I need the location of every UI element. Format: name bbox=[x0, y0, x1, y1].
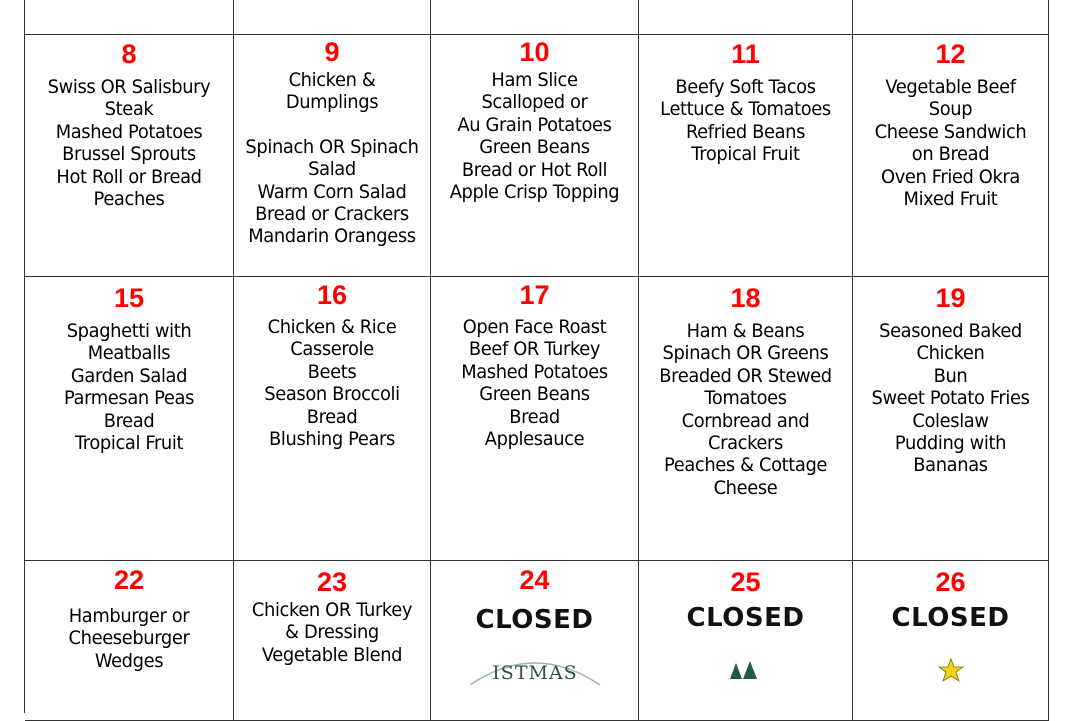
menu-item: Parmesan Peas bbox=[63, 387, 195, 410]
menu-item: Mashed Potatoes bbox=[55, 120, 203, 143]
prev-week-cell bbox=[25, 0, 234, 35]
menu-item: Bread or Crackers bbox=[255, 203, 409, 226]
day-cell bbox=[25, 561, 234, 721]
menu-items bbox=[437, 69, 632, 203]
menu-items bbox=[645, 76, 845, 166]
menu-item: Beets bbox=[307, 360, 357, 383]
menu-item: Pudding with bbox=[894, 432, 1007, 455]
closed-label: CLOSED bbox=[891, 603, 1010, 633]
menu-items bbox=[240, 316, 424, 450]
menu-item: Breaded OR Stewed bbox=[659, 364, 832, 387]
menu-item: Hot Roll or Bread bbox=[56, 165, 202, 188]
menu-item: Warm Corn Salad bbox=[257, 180, 407, 203]
menu-item: Ham Slice bbox=[491, 69, 578, 91]
christmas-banner-image bbox=[431, 645, 638, 690]
day-number: 23 bbox=[316, 567, 348, 597]
menu-item: Mixed Fruit bbox=[903, 188, 998, 211]
day-cell bbox=[639, 277, 853, 561]
menu-item: Lettuce & Tomatoes bbox=[660, 98, 831, 121]
menu-item: Bun bbox=[933, 364, 968, 387]
day-number: 8 bbox=[121, 39, 137, 69]
menu-item: Ham & Beans bbox=[686, 320, 805, 342]
menu-item: Bread or Hot Roll bbox=[461, 158, 608, 181]
menu-item: Sweet Potato Fries bbox=[871, 387, 1030, 410]
menu-item: Meatballs bbox=[87, 342, 171, 365]
menu-item: Soup bbox=[928, 98, 973, 121]
prev-week-cell bbox=[431, 0, 639, 35]
menu-item: Open Face Roast bbox=[462, 316, 607, 338]
day-cell bbox=[234, 561, 431, 721]
day-number: 17 bbox=[519, 280, 550, 310]
menu-items bbox=[31, 320, 227, 454]
menu-item: Bread bbox=[103, 409, 155, 432]
prev-week-cell bbox=[853, 0, 1049, 35]
menu-item: Casserole bbox=[290, 338, 374, 361]
day-cell bbox=[234, 277, 431, 561]
day-number: 26 bbox=[935, 567, 966, 597]
menu-item: Hamburger or bbox=[68, 605, 190, 627]
menu-items bbox=[31, 76, 227, 210]
day-number: 15 bbox=[113, 283, 145, 313]
menu-item: Peaches & Cottage bbox=[663, 454, 828, 477]
menu-item: Vegetable Blend bbox=[261, 643, 403, 666]
menu-item: Tomatoes bbox=[704, 387, 787, 410]
menu-item: Chicken OR Turkey bbox=[251, 599, 413, 621]
day-cell bbox=[431, 35, 639, 277]
menu-item: Crackers bbox=[708, 432, 783, 455]
menu-item: Mandarin Orangess bbox=[248, 225, 416, 248]
day-number: 19 bbox=[935, 283, 966, 313]
day-cell bbox=[431, 561, 639, 721]
day-cell bbox=[25, 35, 234, 277]
day-number: 18 bbox=[730, 283, 761, 313]
day-number: 25 bbox=[730, 567, 761, 597]
pine-trees-icon bbox=[639, 661, 852, 686]
menu-item: Spaghetti with bbox=[66, 320, 192, 342]
menu-item: Steak bbox=[104, 98, 154, 121]
prev-week-cell bbox=[234, 0, 431, 35]
day-cell bbox=[25, 277, 234, 561]
menu-items bbox=[859, 320, 1042, 477]
menu-items bbox=[645, 320, 845, 499]
day-cell bbox=[853, 561, 1049, 721]
menu-item: Swiss OR Salisbury bbox=[47, 76, 211, 98]
day-number: 9 bbox=[324, 37, 340, 67]
menu-item: Bananas bbox=[913, 454, 988, 477]
day-cell bbox=[853, 35, 1049, 277]
day-number: 10 bbox=[519, 37, 550, 67]
menu-items bbox=[31, 605, 227, 672]
menu-item: Cheese bbox=[713, 476, 778, 499]
menu-calendar-grid bbox=[24, 0, 1049, 713]
menu-item: Cheeseburger bbox=[68, 627, 190, 650]
menu-item: Peaches bbox=[93, 188, 165, 211]
prev-week-cell bbox=[639, 0, 853, 35]
menu-item: Chicken bbox=[916, 342, 985, 365]
menu-item: Green Beans bbox=[479, 383, 590, 406]
day-number: 11 bbox=[731, 39, 760, 69]
menu-item: on Bread bbox=[911, 143, 990, 166]
menu-item: Refried Beans bbox=[685, 120, 806, 143]
banner-text: ISTMAS bbox=[491, 662, 578, 684]
day-cell bbox=[234, 35, 431, 277]
closed-label: CLOSED bbox=[686, 603, 805, 633]
menu-item: Chicken & Rice bbox=[267, 316, 397, 338]
day-cell bbox=[639, 561, 853, 721]
menu-item: Beefy Soft Tacos bbox=[675, 76, 816, 98]
menu-item: Blushing Pears bbox=[269, 428, 395, 451]
menu-item: Beef OR Turkey bbox=[468, 338, 601, 361]
menu-item: Applesauce bbox=[484, 428, 585, 451]
star-icon bbox=[853, 658, 1048, 687]
menu-item: Wedges bbox=[94, 649, 164, 672]
menu-item: Spinach OR Spinach bbox=[245, 135, 419, 158]
menu-item: Apple Crisp Topping bbox=[449, 181, 620, 204]
menu-item: Garden Salad bbox=[70, 364, 188, 387]
menu-item: Au Grain Potatoes bbox=[457, 113, 612, 136]
day-number: 12 bbox=[935, 39, 966, 69]
day-number: 22 bbox=[113, 565, 145, 595]
closed-label: CLOSED bbox=[475, 605, 594, 635]
menu-item: Spinach OR Greens bbox=[662, 342, 829, 365]
menu-spacer bbox=[240, 114, 424, 136]
menu-items bbox=[437, 316, 632, 450]
menu-item: Seasoned Baked bbox=[879, 320, 1022, 342]
menu-item: Salad bbox=[308, 158, 356, 181]
menu-item: Green Beans bbox=[479, 136, 590, 159]
menu-items bbox=[859, 76, 1042, 210]
menu-item: Scalloped or bbox=[481, 91, 588, 114]
menu-item: Bread bbox=[509, 405, 560, 428]
menu-item: Cornbread and bbox=[681, 409, 810, 432]
menu-item: Cheese Sandwich bbox=[874, 120, 1027, 143]
day-cell bbox=[639, 35, 853, 277]
menu-item: & Dressing bbox=[285, 621, 379, 644]
menu-item: Brussel Sprouts bbox=[62, 143, 196, 166]
menu-item: Season Broccoli bbox=[264, 383, 400, 406]
menu-item: Tropical Fruit bbox=[691, 143, 800, 166]
menu-item: Dumplings bbox=[285, 91, 379, 114]
menu-item: Bread bbox=[306, 405, 358, 428]
menu-item: Vegetable Beef bbox=[885, 76, 1016, 98]
menu-item: Oven Fried Okra bbox=[881, 165, 1020, 188]
day-cell bbox=[853, 277, 1049, 561]
day-number: 24 bbox=[519, 565, 550, 595]
menu-item: Coleslaw bbox=[912, 409, 989, 432]
day-number: 16 bbox=[316, 280, 348, 310]
day-cell bbox=[431, 277, 639, 561]
menu-items bbox=[240, 69, 424, 248]
menu-item: Chicken & bbox=[288, 69, 376, 91]
menu-item: Tropical Fruit bbox=[74, 432, 184, 455]
menu-items bbox=[240, 599, 424, 666]
menu-item: Mashed Potatoes bbox=[461, 360, 608, 383]
